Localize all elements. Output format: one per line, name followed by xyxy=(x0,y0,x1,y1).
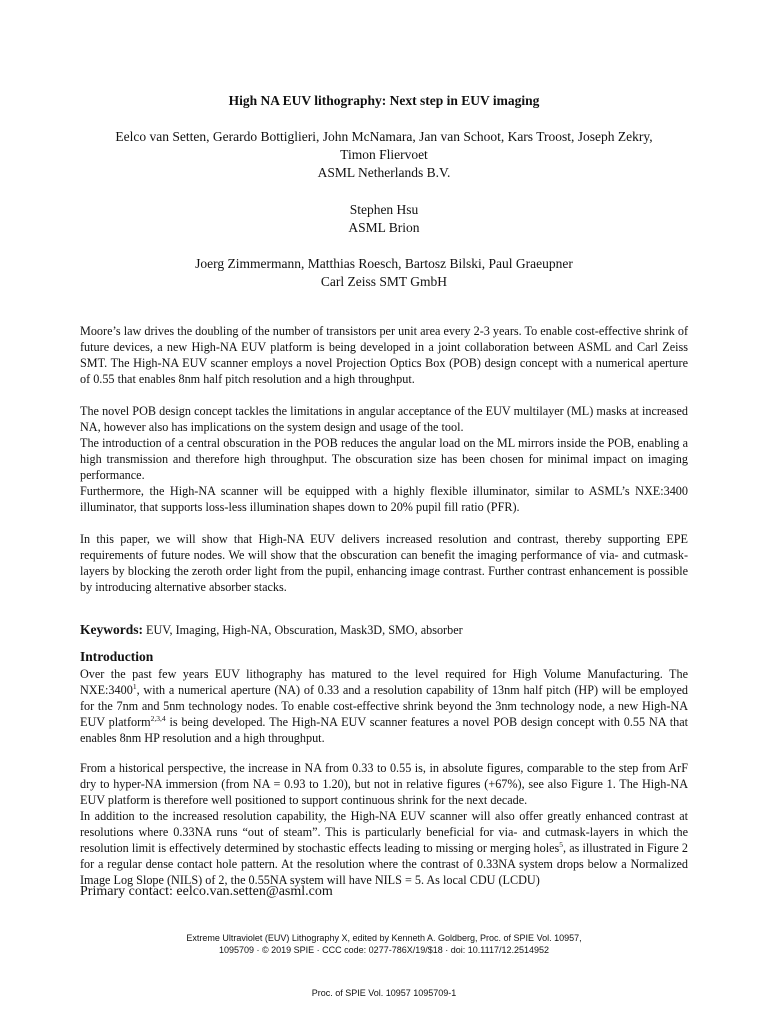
introduction-paragraph-3: In addition to the increased resolution capability, the High-NA EUV scanner will also offer greatly enhanced contrast at resolutions where 0.33NA runs “out of steam”. This is particularly beneficial for via- and cutmask-layers in which the resolution limit is effectively determined by stochastic effects leading to missing or merging holes$^5$, as illustrated in Figure 2 for a regular dense contact hole pattern. At the resolution where the contrast of 0.33NA system drops below a Normalized Image Log Slope (NILS) of 2, the 0.55NA system will have NILS = 5. As local CDU (LCDU) xyxy=(80,809,688,887)
introduction-heading: Introduction xyxy=(80,649,154,664)
keywords-label: Keywords: xyxy=(80,622,143,637)
keywords-list: EUV, Imaging, High-NA, Obscuration, Mask3D, SMO, absorber xyxy=(146,623,463,637)
affiliation: ASML Netherlands B.V. xyxy=(317,165,451,180)
author-line: Timon Fliervoet xyxy=(340,147,428,162)
affiliation: Carl Zeiss SMT GmbH xyxy=(320,274,448,289)
introduction-paragraph-2: From a historical perspective, the increase in NA from 0.33 to 0.55 is, in absolute figures, comparable to the step from ArF dry to hyper-NA immersion (from NA = 0.93 to 1.20), but not in relative figures (+67%), see also Figure 1. The High-NA EUV platform is therefore well positioned to support continuous shrink for the next decade. xyxy=(80,761,688,807)
page-number-label: Proc. of SPIE Vol. 10957 1095709-1 xyxy=(311,988,457,998)
footer-line: Extreme Ultraviolet (EUV) Lithography X, edited by Kenneth A. Goldberg, Proc. of SPIE Vol. 10957, xyxy=(186,933,582,943)
primary-contact: Primary contact: eelco.van.setten@asml.com xyxy=(80,884,333,899)
abstract-paragraph-4: Furthermore, the High-NA scanner will be equipped with a highly flexible illuminator, similar to ASML’s NXE:3400 illuminator, that supports loss-less illumination shapes down to 20% pupil fill ratio (PFR). xyxy=(80,484,688,514)
abstract-paragraph-3: The introduction of a central obscuration in the POB reduces the angular load on the ML mirrors inside the POB, enabling a high transmission and therefore high throughput. The obscuration size has been chosen for minimal impact on imaging performance. xyxy=(80,436,688,482)
introduction-paragraphs xyxy=(80,760,688,888)
author-line: Stephen Hsu xyxy=(349,202,419,217)
author-group-asml-brion xyxy=(60,201,708,237)
affiliation: ASML Brion xyxy=(348,220,420,235)
abstract-paragraph-1: Moore’s law drives the doubling of the number of transistors per unit area every 2-3 years. To enable cost-effective shrink of future devices, a new High-NA EUV platform is being developed in a joint collaboration between ASML and Carl Zeiss SMT. The High-NA EUV scanner employs a novel Projection Optics Box (POB) design concept with a numerical aperture of 0.55 that enables 8nm half pitch resolution and a high throughput. xyxy=(80,324,688,386)
author-group-carl-zeiss xyxy=(60,255,708,291)
abstract-paragraph-5: In this paper, we will show that High-NA EUV delivers increased resolution and contrast, thereby supporting EPE requirements of future nodes. We will show that the obscuration can benefit the imaging performance of via- and cutmask-layers by blocking the zeroth order light from the pupil, enhancing image contrast. Further contrast enhancement is possible by introducing alternative absorber stacks. xyxy=(80,532,688,594)
author-line: Joerg Zimmermann, Matthias Roesch, Bartosz Bilski, Paul Graeupner xyxy=(195,256,573,271)
abstract-paragraph-2: The novel POB design concept tackles the limitations in angular acceptance of the EUV multilayer (ML) masks at increased NA, however also has implications on the system design and usage of the tool. xyxy=(80,404,688,434)
author-group-asml-netherlands xyxy=(60,128,708,182)
abstract-paragraphs xyxy=(80,403,688,515)
introduction-paragraph-1: Over the past few years EUV lithography has matured to the level required for High Volume Manufacturing. The NXE:3400$^1$, with a numerical aperture (NA) of 0.33 and a resolution capability of 13nm half pitch (HP) will be employed for the 7nm and 5nm technology nodes. To enable cost-effective shrink beyond the 3nm technology node, a new High-NA EUV platform$^{2,3,4}$ is being developed. The High-NA EUV scanner features a novel POB design concept with 0.55 NA that enables 8nm HP resolution and a high throughput. xyxy=(80,667,688,745)
author-line: Eelco van Setten, Gerardo Bottiglieri, John McNamara, Jan van Schoot, Kars Troost, Joseph Zekry, xyxy=(115,129,653,144)
paper-title: High NA EUV lithography: Next step in EUV imaging xyxy=(228,93,540,108)
keywords xyxy=(80,622,463,638)
publication-footer xyxy=(0,932,768,956)
footer-line: 1095709 · © 2019 SPIE · CCC code: 0277-786X/19/$18 · doi: 10.1117/12.2514952 xyxy=(218,945,550,955)
